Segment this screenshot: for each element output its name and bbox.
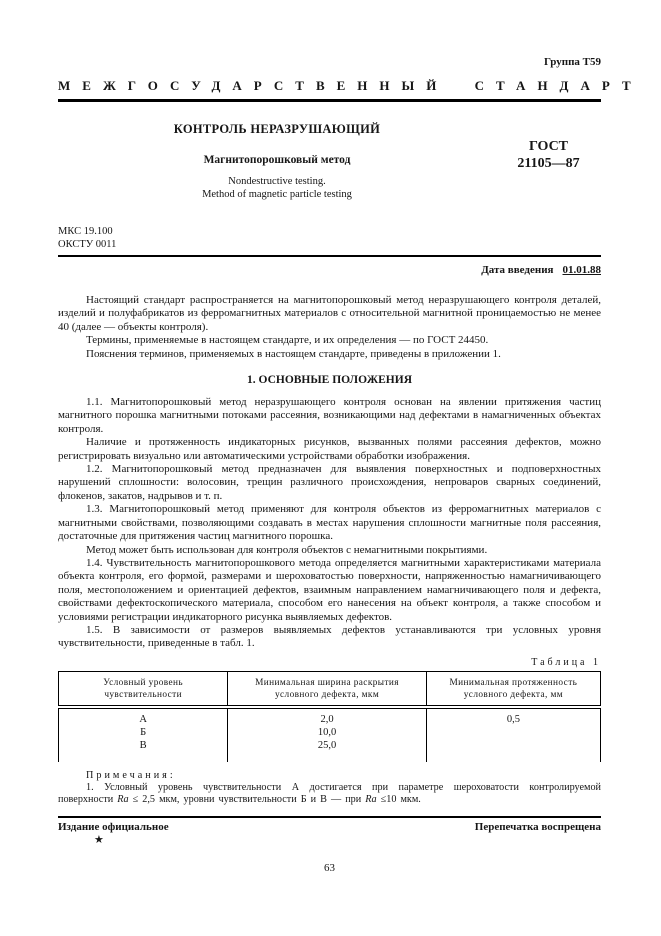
note-text-mid: ≤ 2,5 мкм, уровни чувствительности Б и В — при <box>128 794 366 806</box>
cell-level: Б <box>59 726 228 739</box>
okstu-code: ОКСТУ 0011 <box>58 239 117 250</box>
intro-paragraph: Настоящий стандарт распространяется на магнитопорошковый метод неразрушающего контроля деталей, изделий и полуфабрикатов из ферромагнитных материалов с относительной магнитной проницаемостью не менее 40 (далее — объекты контроля). <box>58 294 601 333</box>
intro-paragraph: Термины, применяемые в настоящем стандарте, и их определения — по ГОСТ 24450. <box>86 334 489 347</box>
column-header-length: Минимальная протяженность условного дефекта, мм <box>426 671 600 707</box>
sensitivity-table <box>58 671 601 762</box>
cell-width: 10,0 <box>228 726 426 739</box>
note-text-prefix: 1. Условный уровень чувствительности А достигается при параметре шероховатости контролируемой поверхности <box>58 781 601 806</box>
notes-heading: Примечания: <box>86 769 176 781</box>
title-block <box>58 114 601 201</box>
column-header-width: Минимальная ширина раскрытия условного дефекта, мкм <box>228 671 426 707</box>
gost-label: ГОСТ <box>528 139 569 154</box>
header-rule <box>58 99 601 102</box>
section-heading: 1. ОСНОВНЫЕ ПОЛОЖЕНИЯ <box>246 374 412 387</box>
intro-section <box>58 294 601 361</box>
effective-date-value: 01.01.88 <box>562 264 601 276</box>
cell-width: 25,0 <box>228 739 426 762</box>
document-title-english <box>58 175 496 201</box>
standard-type-heading: МЕЖГОСУДАРСТВЕННЫЙ СТАНДАРТ <box>58 78 643 93</box>
title-left-column <box>58 114 496 201</box>
body-paragraph: 1.1. Магнитопорошковый метод неразрушающего контроля основан на явлении притяжения частиц магнитного порошка магнитными потоками рассеяния, возникающими над дефектами в намагниченных объектах контроля. <box>58 396 601 435</box>
cell-length-merged: 0,5 <box>426 707 600 762</box>
cell-level: В <box>59 739 228 762</box>
body-paragraph: 1.3. Магнитопорошковый метод применяют для контроля объектов из ферромагнитных материалов с магнитными свойствами, позволяющими создавать в местах нарушения сплошности магнитные поля рассеяния, достаточные для притяжения частиц магнитного порошка. <box>58 503 601 543</box>
section-body <box>58 396 601 651</box>
edition-note: Издание официальное <box>58 820 169 833</box>
ra-symbol: Ra <box>365 794 377 806</box>
effective-date-label: Дата введения <box>481 264 554 276</box>
table-header-row <box>59 671 601 707</box>
intro-paragraph: Пояснения терминов, применяемых в настоящем стандарте, приведены в приложении 1. <box>86 347 501 360</box>
document-title-en-line1: Nondestructive testing. <box>228 176 326 187</box>
table-row <box>59 707 601 726</box>
document-title-en-line2: Method of magnetic particle testing <box>202 189 352 200</box>
ra-symbol: Ra <box>117 794 129 806</box>
document-title: КОНТРОЛЬ НЕРАЗРУШАЮЩИЙ <box>173 122 381 136</box>
star-icon: ★ <box>94 833 104 846</box>
body-paragraph: Наличие и протяженность индикаторных рисунков, вызванных полями рассеяния дефектов, можно регистрировать визуально или автоматическими устройствами обработки изображения. <box>58 436 601 462</box>
group-label: Группа Т59 <box>543 56 601 68</box>
column-header-level: Условный уровень чувствительности <box>59 671 228 707</box>
table-label: Таблица 1 <box>531 656 601 668</box>
body-paragraph: 1.4. Чувствительность магнитопорошкового метода определяется магнитными характеристиками материала объекта контроля, его формой, размерами и шероховатостью поверхности, напряженностью намагничивающего поля, местоположением и ориентацией дефектов, взаимным направлением намагничивающего поля и дефекта, свойствами дефектоскопического материала, способом его нанесения на объект контроля, а также способом и условиями регистрации индикаторного рисунка выявляемых дефектов. <box>58 556 601 623</box>
body-paragraph: 1.2. Магнитопорошковый метод предназначен для выявления поверхностных и подповерхностных нарушений сплошности: волосовин, трещин различного происхождения, непроваров сварных соединений, флокенов, закатов, надрывов и т. п. <box>58 463 601 502</box>
codes-rule <box>58 255 601 257</box>
reprint-note: Перепечатка воспрещена <box>474 820 601 833</box>
cell-width: 2,0 <box>228 707 426 726</box>
footer-rule <box>58 816 601 818</box>
footer-row <box>58 821 601 834</box>
mks-code: МКС 19.100 <box>58 226 113 237</box>
body-paragraph: Метод может быть использован для контроля объектов с немагнитными покрытиями. <box>86 543 488 556</box>
page-number: 63 <box>324 861 335 874</box>
note-text-suffix: ≤10 мкм. <box>376 794 421 806</box>
note-item <box>58 782 601 807</box>
gost-designation <box>496 114 601 201</box>
body-paragraph: 1.5. В зависимости от размеров выявляемых дефектов устанавливаются три условных уровня чувствительности, приведенные в табл. 1. <box>58 623 601 650</box>
classification-codes <box>58 225 601 251</box>
cell-level: А <box>59 707 228 726</box>
document-subtitle: Магнитопорошковый метод <box>203 154 351 166</box>
effective-date-line <box>58 264 601 276</box>
notes-section <box>58 769 601 807</box>
gost-number: 21105—87 <box>517 156 580 171</box>
